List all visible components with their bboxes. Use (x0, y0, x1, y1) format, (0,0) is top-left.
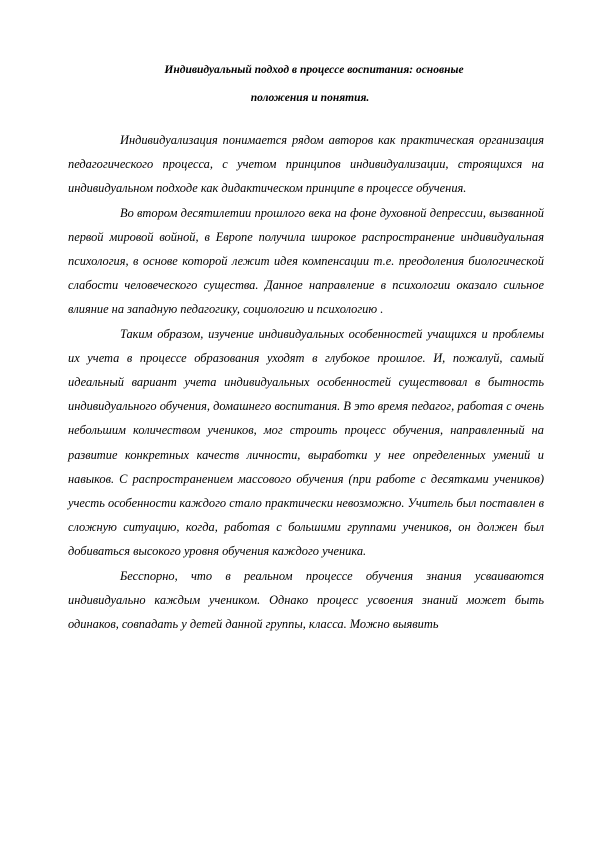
title-line-1: Индивидуальный подход в процессе воспитания: основные (164, 64, 464, 76)
paragraph-4: Бесспорно, что в реальном процессе обучения знания усваиваются индивидуально каждым учеником. Однако процесс усвоения знаний может быть одинаков, совпадать у детей данной группы, класса. Можно выявить (68, 568, 544, 632)
paragraph-3: Таким образом, изучение индивидуальных особенностей учащихся и проблемы их учета в процессе образования уходят в глубокое прошлое. И, пожалуй, самый идеальный вариант учета индивидуальных особенностей существовал в бытность индивидуального обучения, домашнего воспитания. В это время педагог, работая с очень небольшим количеством учеников, мог строить процесс обучения, направленный на развитие конкретных качеств личности, выработки у нее определенных умений и навыков. С распространением массового обучения (при работе с десятками учеников) учесть особенности каждого стало практически невозможно. Учитель был поставлен в сложную ситуацию, когда, работая с большими группами учеников, он должен был добиваться высокого уровня обучения каждого ученика. (68, 326, 544, 559)
paragraph-1: Индивидуализация понимается рядом авторов как практическая организация педагогического процесса, с учетом принципов индивидуализации, строящихся на индивидуальном подходе как дидактическом принципе в процессе обучения. (68, 133, 544, 196)
document-body (68, 128, 544, 636)
title-line-2: положения и понятия. (250, 92, 370, 104)
document-title (60, 56, 540, 112)
paragraph-2: Во втором десятилетии прошлого века на фоне духовной депрессии, вызванной первой мировой войной, в Европе получила широкое распространение индивидуальная психология, в основе которой лежит идея компенсации т.е. преодоления биологической слабости человеческого существа. Данное направление в психологии оказало сильное влияние на западную педагогику, социологию и психологию . (68, 205, 544, 317)
